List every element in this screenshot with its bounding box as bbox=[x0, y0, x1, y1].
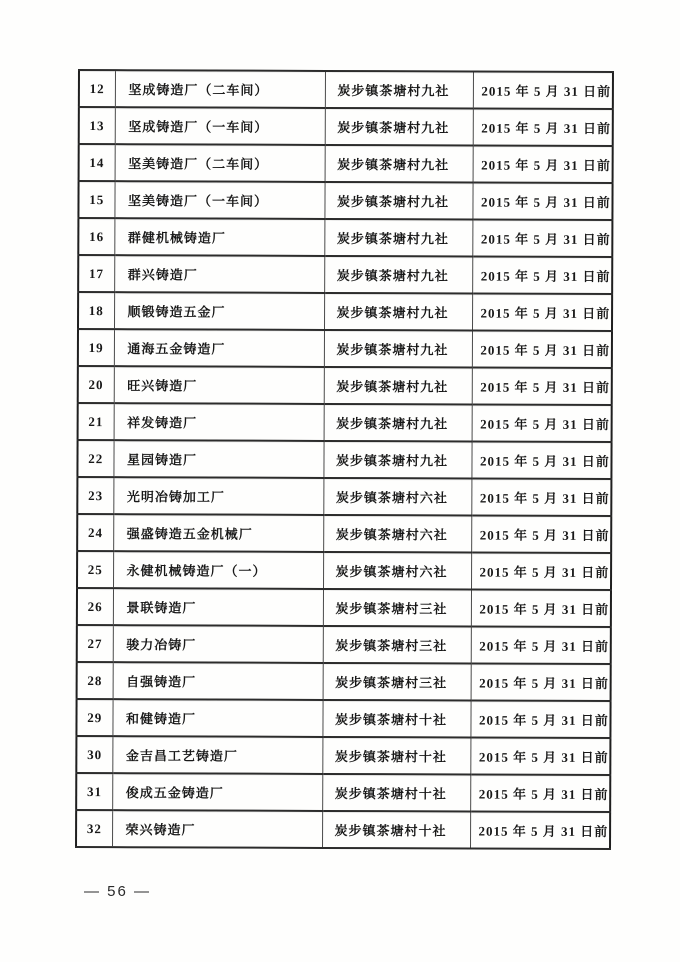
serial-cell: 28 bbox=[77, 662, 113, 699]
table-row bbox=[77, 514, 611, 553]
deadline-cell: 2015 年 5 月 31 日前 bbox=[470, 775, 610, 813]
location-cell: 炭步镇茶塘村九社 bbox=[324, 330, 472, 368]
location-cell: 炭步镇茶塘村九社 bbox=[325, 145, 473, 183]
table-row bbox=[77, 440, 611, 479]
location-cell: 炭步镇茶塘村九社 bbox=[324, 219, 472, 257]
serial-cell: 12 bbox=[79, 70, 115, 107]
deadline-cell: 2015 年 5 月 31 日前 bbox=[471, 553, 611, 591]
location-cell: 炭步镇茶塘村三社 bbox=[323, 589, 471, 627]
location-cell: 炭步镇茶塘村三社 bbox=[323, 626, 471, 664]
table-row bbox=[77, 625, 611, 664]
factory-name-cell: 和健铸造厂 bbox=[112, 699, 322, 737]
factory-name-cell: 旺兴铸造厂 bbox=[114, 366, 324, 404]
location-cell: 炭步镇茶塘村六社 bbox=[323, 478, 471, 516]
table-row bbox=[77, 588, 611, 627]
deadline-cell: 2015 年 5 月 31 日前 bbox=[470, 701, 610, 739]
serial-cell: 32 bbox=[76, 810, 112, 847]
factory-name-cell: 荣兴铸造厂 bbox=[112, 810, 322, 848]
table-row bbox=[77, 662, 611, 701]
table-row bbox=[78, 218, 612, 257]
table-row bbox=[78, 255, 612, 294]
table-row bbox=[78, 366, 612, 405]
serial-cell: 13 bbox=[79, 107, 115, 144]
location-cell: 炭步镇茶塘村九社 bbox=[325, 108, 473, 146]
deadline-cell: 2015 年 5 月 31 日前 bbox=[471, 442, 611, 480]
serial-cell: 24 bbox=[77, 514, 113, 551]
factory-name-cell: 俊成五金铸造厂 bbox=[112, 773, 322, 811]
serial-cell: 21 bbox=[78, 403, 114, 440]
deadline-cell: 2015 年 5 月 31 日前 bbox=[470, 738, 610, 776]
serial-cell: 22 bbox=[77, 440, 113, 477]
location-cell: 炭步镇茶塘村九社 bbox=[325, 71, 473, 109]
table-row bbox=[78, 403, 612, 442]
factory-name-cell: 坚美铸造厂（二车间） bbox=[115, 144, 325, 182]
factory-name-cell: 景联铸造厂 bbox=[113, 588, 323, 626]
factory-name-cell: 祥发铸造厂 bbox=[114, 403, 324, 441]
location-cell: 炭步镇茶塘村九社 bbox=[324, 256, 472, 294]
table-row bbox=[78, 292, 612, 331]
location-cell: 炭步镇茶塘村十社 bbox=[322, 737, 470, 775]
serial-cell: 20 bbox=[78, 366, 114, 403]
deadline-cell: 2015 年 5 月 31 日前 bbox=[472, 183, 612, 221]
deadline-cell: 2015 年 5 月 31 日前 bbox=[472, 405, 612, 443]
serial-cell: 30 bbox=[76, 736, 112, 773]
factory-name-cell: 群兴铸造厂 bbox=[114, 255, 324, 293]
location-cell: 炭步镇茶塘村九社 bbox=[323, 441, 471, 479]
factory-name-cell: 坚成铸造厂（二车间） bbox=[115, 70, 325, 108]
location-cell: 炭步镇茶塘村三社 bbox=[323, 663, 471, 701]
table-row bbox=[78, 329, 612, 368]
deadline-cell: 2015 年 5 月 31 日前 bbox=[471, 664, 611, 702]
deadline-cell: 2015 年 5 月 31 日前 bbox=[473, 146, 613, 184]
serial-cell: 17 bbox=[78, 255, 114, 292]
factory-name-cell: 顺锻铸造五金厂 bbox=[114, 292, 324, 330]
factory-closure-table bbox=[75, 69, 614, 850]
table-row bbox=[79, 107, 613, 146]
deadline-cell: 2015 年 5 月 31 日前 bbox=[472, 331, 612, 369]
serial-cell: 18 bbox=[78, 292, 114, 329]
factory-name-cell: 金吉昌工艺铸造厂 bbox=[112, 736, 322, 774]
deadline-cell: 2015 年 5 月 31 日前 bbox=[470, 812, 610, 850]
table-row bbox=[79, 144, 613, 183]
factory-name-cell: 强盛铸造五金机械厂 bbox=[113, 514, 323, 552]
deadline-cell: 2015 年 5 月 31 日前 bbox=[471, 516, 611, 554]
table-row bbox=[76, 736, 610, 775]
table-row bbox=[76, 773, 610, 812]
serial-cell: 14 bbox=[79, 144, 115, 181]
location-cell: 炭步镇茶塘村九社 bbox=[324, 404, 472, 442]
table-row bbox=[76, 810, 610, 849]
deadline-cell: 2015 年 5 月 31 日前 bbox=[471, 627, 611, 665]
deadline-cell: 2015 年 5 月 31 日前 bbox=[471, 479, 611, 517]
table-row bbox=[78, 181, 612, 220]
location-cell: 炭步镇茶塘村九社 bbox=[324, 293, 472, 331]
location-cell: 炭步镇茶塘村九社 bbox=[324, 182, 472, 220]
deadline-cell: 2015 年 5 月 31 日前 bbox=[472, 220, 612, 258]
deadline-cell: 2015 年 5 月 31 日前 bbox=[472, 368, 612, 406]
location-cell: 炭步镇茶塘村十社 bbox=[322, 811, 470, 849]
serial-cell: 31 bbox=[76, 773, 112, 810]
factory-name-cell: 永健机械铸造厂（一） bbox=[113, 551, 323, 589]
serial-cell: 25 bbox=[77, 551, 113, 588]
table-row bbox=[77, 551, 611, 590]
serial-cell: 15 bbox=[78, 181, 114, 218]
factory-name-cell: 群健机械铸造厂 bbox=[114, 218, 324, 256]
location-cell: 炭步镇茶塘村六社 bbox=[323, 515, 471, 553]
table-row bbox=[79, 70, 613, 109]
deadline-cell: 2015 年 5 月 31 日前 bbox=[472, 257, 612, 295]
serial-cell: 16 bbox=[78, 218, 114, 255]
location-cell: 炭步镇茶塘村九社 bbox=[324, 367, 472, 405]
table-row bbox=[76, 699, 610, 738]
factory-name-cell: 坚成铸造厂（一车间） bbox=[115, 107, 325, 145]
location-cell: 炭步镇茶塘村十社 bbox=[322, 700, 470, 738]
page-number: — 56 — bbox=[84, 883, 152, 900]
serial-cell: 29 bbox=[76, 699, 112, 736]
location-cell: 炭步镇茶塘村六社 bbox=[323, 552, 471, 590]
serial-cell: 27 bbox=[77, 625, 113, 662]
deadline-cell: 2015 年 5 月 31 日前 bbox=[472, 294, 612, 332]
deadline-cell: 2015 年 5 月 31 日前 bbox=[473, 109, 613, 147]
deadline-cell: 2015 年 5 月 31 日前 bbox=[471, 590, 611, 628]
factory-name-cell: 自强铸造厂 bbox=[113, 662, 323, 700]
table-row bbox=[77, 477, 611, 516]
serial-cell: 23 bbox=[77, 477, 113, 514]
serial-cell: 26 bbox=[77, 588, 113, 625]
location-cell: 炭步镇茶塘村十社 bbox=[322, 774, 470, 812]
factory-name-cell: 光明冶铸加工厂 bbox=[113, 477, 323, 515]
factory-name-cell: 骏力冶铸厂 bbox=[113, 625, 323, 663]
factory-name-cell: 坚美铸造厂（一车间） bbox=[114, 181, 324, 219]
serial-cell: 19 bbox=[78, 329, 114, 366]
factory-name-cell: 星园铸造厂 bbox=[113, 440, 323, 478]
factory-name-cell: 通海五金铸造厂 bbox=[114, 329, 324, 367]
deadline-cell: 2015 年 5 月 31 日前 bbox=[473, 72, 613, 110]
